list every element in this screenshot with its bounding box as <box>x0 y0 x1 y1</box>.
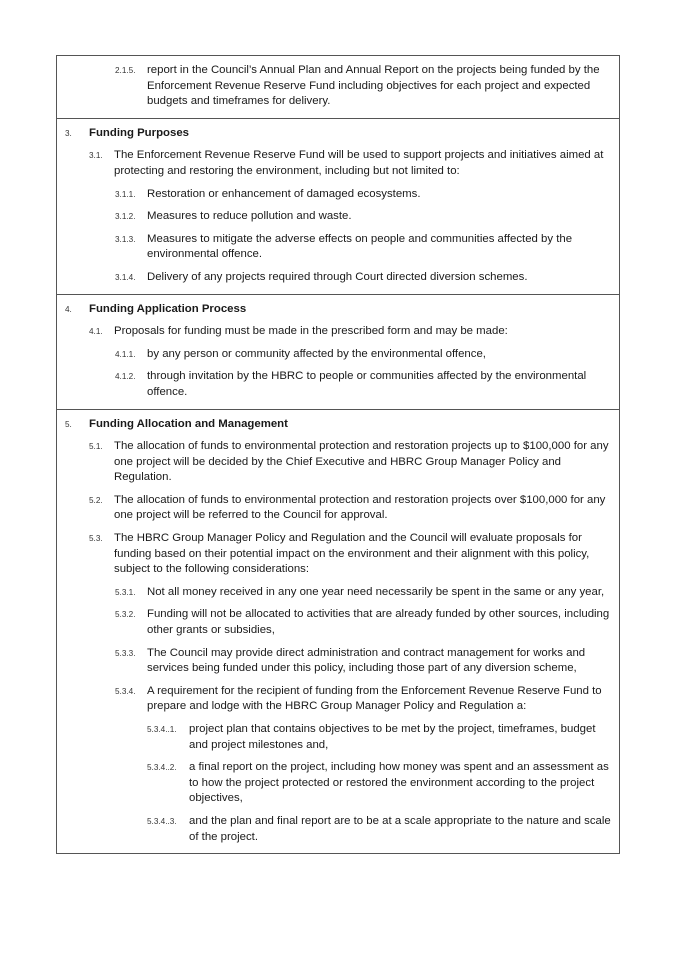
clause-text: a final report on the project, including how money was spent and an assessment as to how the project protected or restored the environment according to the project objectives, <box>189 761 609 805</box>
clause-number: 3.1. <box>89 151 103 161</box>
clause-text: Measures to reduce pollution and waste. <box>147 210 352 223</box>
clause-4-1-1 <box>65 347 611 363</box>
clause-number: 5.3.3. <box>115 648 136 658</box>
clause-number: 5.3. <box>89 534 103 544</box>
clause-3-1-3 <box>65 232 611 263</box>
clause-4-1 <box>65 324 611 340</box>
clause-text: Delivery of any projects required through Court directed diversion schemes. <box>147 270 528 283</box>
clause-text: The Enforcement Revenue Reserve Fund will be used to support projects and initiatives aimed at protecting and restoring the environment, including but not limited to: <box>114 149 604 177</box>
section-heading <box>65 417 611 433</box>
clause-number: 4.1.2. <box>115 372 136 382</box>
clause-number: 3.1.3. <box>115 234 136 244</box>
clause-number: 5.1. <box>89 442 103 452</box>
clause-text: The HBRC Group Manager Policy and Regulation and the Council will evaluate proposals for funding based on their potential impact on the environment and their alignment with this policy, subject to the following considerations: <box>114 532 590 576</box>
clause-number: 4.1. <box>89 327 103 337</box>
section-number: 3. <box>65 128 72 138</box>
clause-number: 5.3.4. <box>115 686 136 696</box>
clause-text: Not all money received in any one year need necessarily be spent in the same or any year, <box>147 585 605 598</box>
clause-text: The Council may provide direct administration and contract management for works and services being funded under this policy, including those part of any diversion scheme, <box>147 646 586 675</box>
clause-text: and the plan and final report are to be at a scale appropriate to the nature and scale of the project. <box>189 814 611 843</box>
clause-3-1-4 <box>65 270 611 286</box>
clause-number: 5.3.2. <box>115 610 136 620</box>
clause-5-3-4-2 <box>65 760 611 807</box>
clause-text: project plan that contains objectives to be met by the project, timeframes, budget and project milestones and, <box>189 723 596 751</box>
clause-3-1-1 <box>65 187 611 203</box>
clause-number: 4.1.1. <box>115 349 136 359</box>
clause-text: Funding will not be allocated to activities that are already funded by other sources, including other grants or subsidies, <box>147 608 610 637</box>
clause-5-3 <box>65 531 611 578</box>
clause-number: 5.3.4..1. <box>147 725 177 734</box>
section-3-funding-purposes <box>57 119 619 295</box>
clause-text: The allocation of funds to environmental protection and restoration projects over $100,000 for any one project will be referred to the Council for approval. <box>114 493 606 522</box>
clause-text: Restoration or enhancement of damaged ecosystems. <box>147 187 421 200</box>
clause-5-1 <box>65 439 611 486</box>
clause-number: 3.1.4. <box>115 272 136 282</box>
clause-text: Proposals for funding must be made in the prescribed form and may be made: <box>114 325 508 338</box>
section-5-funding-allocation <box>57 410 619 855</box>
clause-5-2 <box>65 493 611 524</box>
clause-number: 3.1.1. <box>115 189 136 199</box>
clause-5-3-3 <box>65 646 611 677</box>
clause-text: through invitation by the HBRC to people or communities affected by the environmental offence. <box>147 370 587 398</box>
clause-number: 5.3.1. <box>115 587 136 597</box>
clause-number: 5.3.4..2. <box>147 763 177 773</box>
section-number: 4. <box>65 304 72 314</box>
clause-text: Measures to mitigate the adverse effects on people and communities affected by the environmental offence. <box>147 232 573 261</box>
clause-number: 3.1.2. <box>115 212 136 222</box>
clause-text: report in the Council’s Annual Plan and Annual Report on the projects being funded by the Enforcement Revenue Reserve Fund including objectives for each project and expected budgets and timeframes for delivery. <box>147 64 600 108</box>
clause-number: 2.1.5. <box>115 66 136 75</box>
section-2-continuation <box>57 56 619 119</box>
clause-5-3-1 <box>65 585 611 601</box>
clause-5-3-4 <box>65 684 611 715</box>
section-title: Funding Purposes <box>89 126 189 139</box>
clause-number: 5.3.4..3. <box>147 816 177 826</box>
clause-text: A requirement for the recipient of funding from the Enforcement Revenue Reserve Fund to prepare and lodge with the HBRC Group Manager Policy and Regulation a: <box>147 684 602 713</box>
section-title: Funding Allocation and Management <box>89 417 288 430</box>
clause-text: by any person or community affected by the environmental offence, <box>147 347 486 360</box>
section-title: Funding Application Process <box>89 302 247 315</box>
section-heading <box>65 302 611 318</box>
section-number: 5. <box>65 419 72 429</box>
clause-5-3-2 <box>65 607 611 638</box>
clause-5-3-4-1 <box>65 722 611 753</box>
clause-2-1-5 <box>65 63 611 110</box>
clause-3-1-2 <box>65 209 611 225</box>
section-heading <box>65 126 611 142</box>
clause-number: 5.2. <box>89 495 103 505</box>
section-4-funding-application <box>57 295 619 410</box>
policy-table <box>56 55 620 854</box>
clause-4-1-2 <box>65 369 611 400</box>
clause-3-1 <box>65 148 611 179</box>
clause-text: The allocation of funds to environmental protection and restoration projects up to $100,000 for any one project will be decided by the Chief Executive and HBRC Group Manager Policy and Regulation. <box>114 440 609 484</box>
clause-5-3-4-3 <box>65 814 611 845</box>
